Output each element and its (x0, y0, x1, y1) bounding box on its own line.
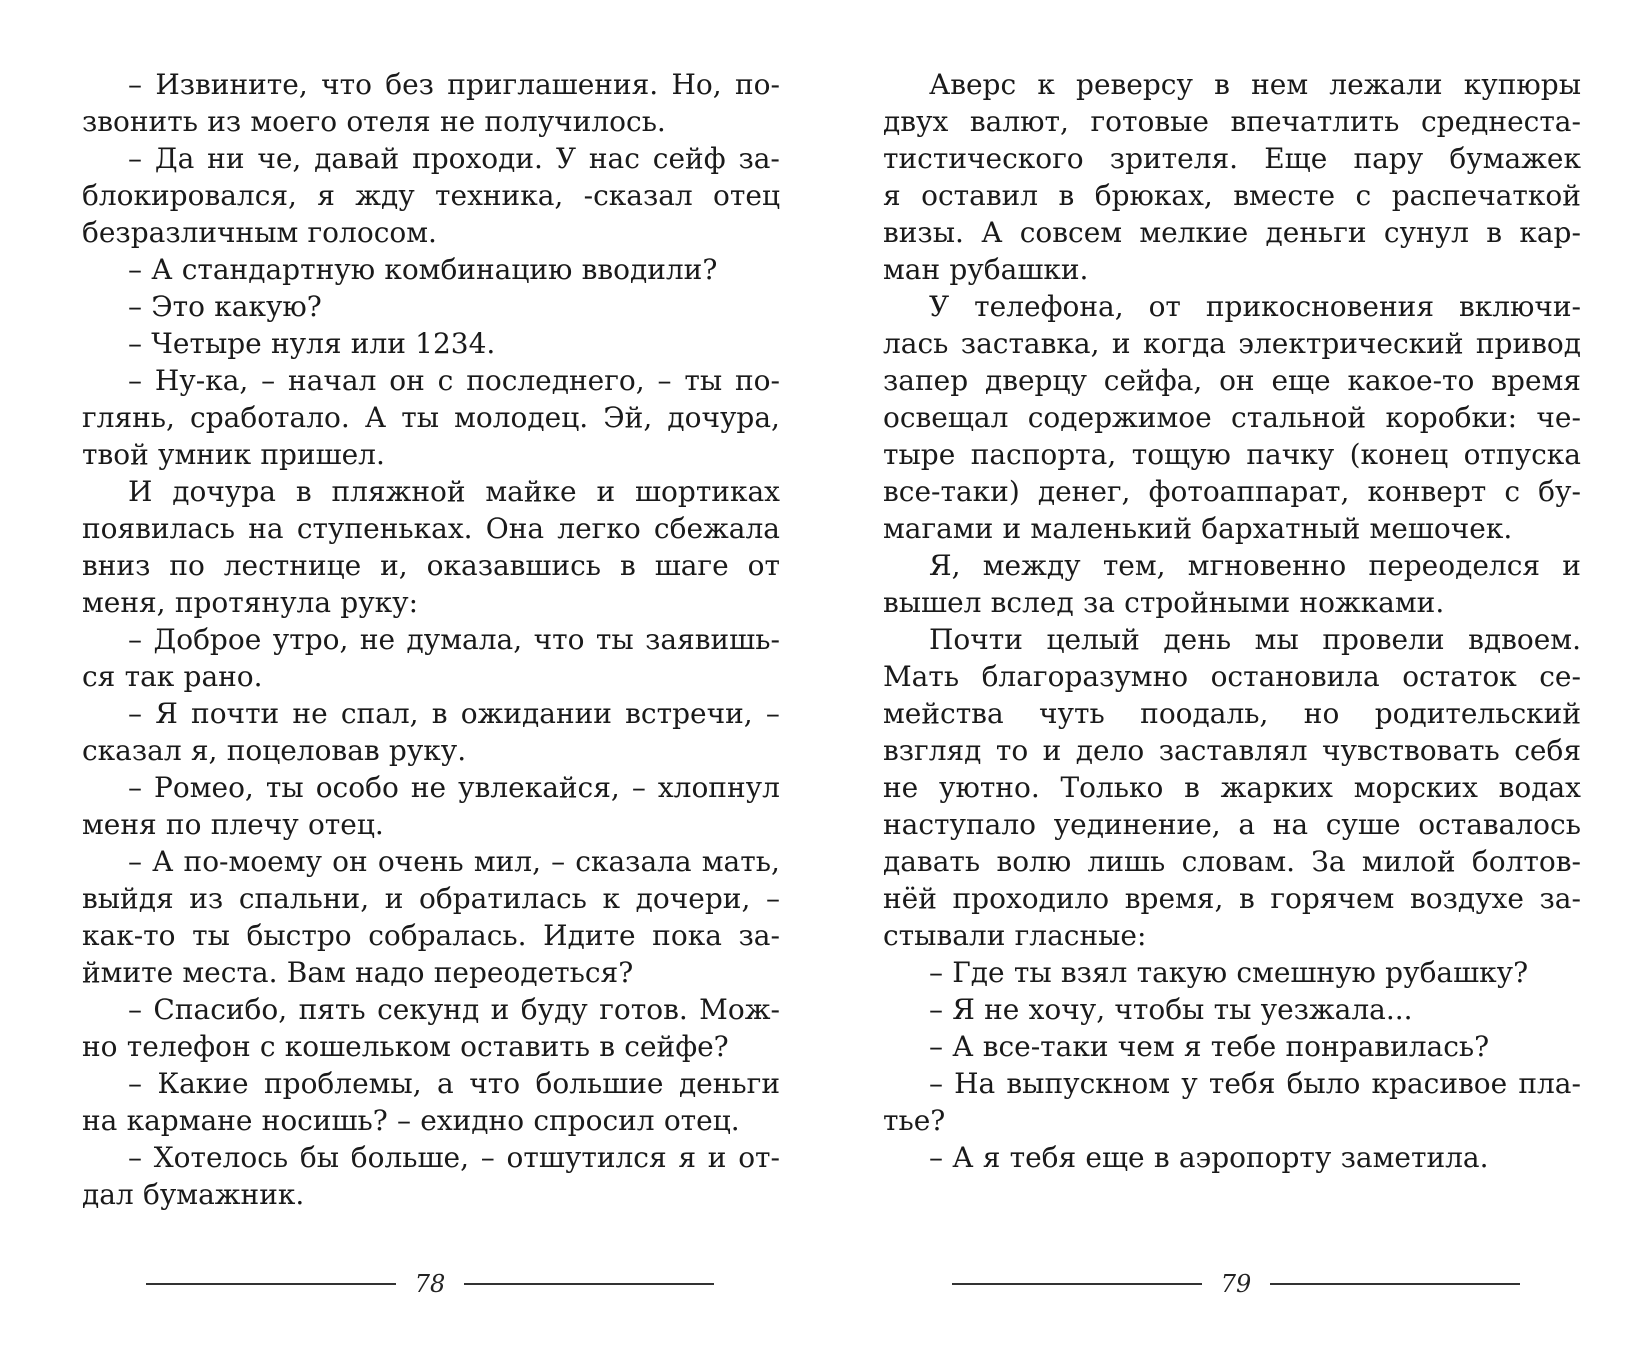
text-line: давать волю лишь словам. За милой болтов- (883, 845, 1581, 878)
text-line: лась заставка, и когда электрический привод (883, 327, 1581, 360)
text-line: – А стандартную комбинацию вводили? (128, 253, 718, 286)
left-page-footer (146, 1264, 714, 1304)
text-line: визы. А совсем мелкие деньги сунул в кар- (883, 216, 1581, 249)
text-line: звонить из моего отеля не получилось. (82, 105, 666, 138)
text-line: запер дверцу сейфа, он еще какое-то время (883, 364, 1581, 397)
text-line: двух валют, готовые впечатлить среднеста- (883, 105, 1581, 138)
text-line: не уютно. Только в жарких морских водах (883, 771, 1581, 804)
footer-rule (1270, 1283, 1520, 1285)
text-line: меня по плечу отец. (82, 808, 384, 841)
text-line: выйдя из спальни, и обратилась к дочери, – (82, 882, 780, 915)
right-page-text (883, 66, 1581, 1176)
text-line: меня, протянула руку: (82, 586, 419, 619)
text-line: магами и маленький бархатный мешочек. (883, 512, 1513, 545)
text-line: глянь, сработало. А ты молодец. Эй, дочура, (82, 401, 780, 434)
text-line: – Спасибо, пять секунд и буду готов. Мож- (128, 993, 780, 1026)
text-line: И дочура в пляжной майке и шортиках (128, 475, 780, 508)
text-line: ман рубашки. (883, 253, 1089, 286)
text-line: сказал я, поцеловав руку. (82, 734, 467, 767)
text-line: – А по-моему он очень мил, – сказала мать, (128, 845, 780, 878)
text-line: тыре паспорта, тощую пачку (конец отпуска (883, 438, 1581, 471)
text-line: Мать благоразумно остановила остаток се- (883, 660, 1581, 693)
text-line: ймите места. Вам надо переодеться? (82, 956, 634, 989)
left-page-text (82, 66, 780, 1213)
footer-rule (146, 1283, 396, 1285)
text-line: нёй проходило время, в горячем воздухе за- (883, 882, 1581, 915)
text-line: дал бумажник. (82, 1178, 305, 1211)
text-line: все-таки) денег, фотоаппарат, конверт с бу- (883, 475, 1581, 508)
text-line: У телефона, от прикосновения включи- (929, 290, 1581, 323)
text-line: но телефон с кошельком оставить в сейфе? (82, 1030, 729, 1063)
text-line: – Какие проблемы, а что большие деньги (128, 1067, 780, 1100)
page-number-right: 79 (1220, 1270, 1252, 1298)
text-line: – Я почти не спал, в ожидании встречи, – (128, 697, 780, 730)
text-line: вышел вслед за стройными ножками. (883, 586, 1445, 619)
text-line: – Ромео, ты особо не увлекайся, – хлопнул (128, 771, 780, 804)
text-line: тистического зрителя. Еще пару бумажек (883, 142, 1581, 175)
text-line: взгляд то и дело заставлял чувствовать себя (883, 734, 1581, 767)
text-line: Почти целый день мы провели вдвоем. (929, 623, 1581, 656)
text-line: стывали гласные: (883, 919, 1147, 952)
text-line: – Доброе утро, не думала, что ты заявишь- (128, 623, 780, 656)
footer-rule (952, 1283, 1202, 1285)
text-line: на кармане носишь? – ехидно спросил отец. (82, 1104, 740, 1137)
text-line: Я, между тем, мгновенно переоделся и (929, 549, 1581, 582)
text-line: – А все-таки чем я тебе понравилась? (929, 1030, 1490, 1063)
text-line: – Хотелось бы больше, – отшутился я и от- (128, 1141, 780, 1174)
text-line: мейства чуть поодаль, но родительский (883, 697, 1581, 730)
text-line: наступало уединение, а на суше оставалось (883, 808, 1581, 841)
text-line: – На выпускном у тебя было красивое пла- (929, 1067, 1581, 1100)
text-line: – Где ты взял такую смешную рубашку? (929, 956, 1529, 989)
text-line: – Извините, что без приглашения. Но, по- (128, 68, 780, 101)
text-line: безразличным голосом. (82, 216, 437, 249)
text-line: тье? (883, 1104, 946, 1137)
footer-rule (464, 1283, 714, 1285)
text-line: – Ну-ка, – начал он с последнего, – ты по- (128, 364, 780, 397)
text-line: я оставил в брюках, вместе с распечаткой (883, 179, 1581, 212)
text-line: как-то ты быстро собралась. Идите пока за- (82, 919, 780, 952)
text-line: Аверс к реверсу в нем лежали купюры (929, 68, 1581, 101)
text-line: – Четыре нуля или 1234. (128, 327, 496, 360)
page-number-left: 78 (414, 1270, 446, 1298)
right-page-footer (952, 1264, 1520, 1304)
text-line: вниз по лестнице и, оказавшись в шаге от (82, 549, 780, 582)
text-line: появилась на ступеньках. Она легко сбежала (82, 512, 780, 545)
text-line: твой умник пришел. (82, 438, 385, 471)
text-line: – Это какую? (128, 290, 322, 323)
text-line: – Да ни че, давай проходи. У нас сейф за- (128, 142, 780, 175)
text-line: ся так рано. (82, 660, 263, 693)
text-line: – А я тебя еще в аэропорту заметила. (929, 1141, 1489, 1174)
text-line: освещал содержимое стальной коробки: че- (883, 401, 1581, 434)
text-line: – Я не хочу, чтобы ты уезжала... (929, 993, 1413, 1026)
text-line: блокировался, я жду техника, -сказал отец (82, 179, 780, 212)
